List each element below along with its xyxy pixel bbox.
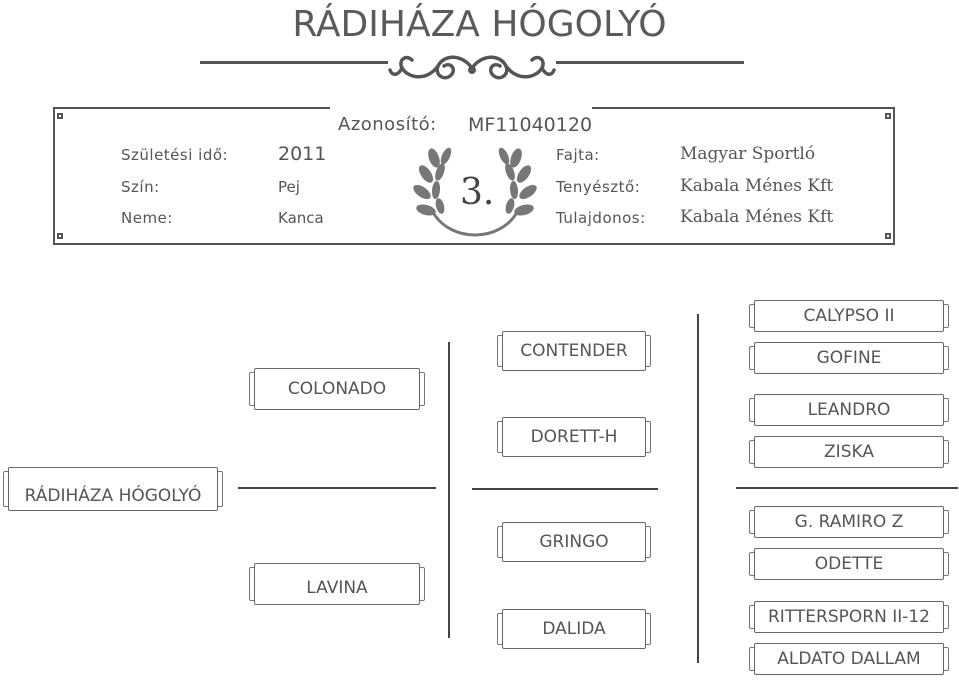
pedigree-g3-4 <box>754 436 944 468</box>
flourish-ornament-icon <box>388 46 556 90</box>
breed-label: Fajta: <box>556 146 600 164</box>
pedigree-sire-label: COLONADO <box>287 379 387 399</box>
pedigree-g3-2-label: GOFINE <box>816 348 882 368</box>
pedigree-subject <box>8 467 218 511</box>
color-label: Szín: <box>121 178 160 196</box>
owner-label: Tulajdonos: <box>556 209 646 227</box>
pedigree-sire-dam-label: DORETT-H <box>530 427 618 447</box>
breeder-value: Kabala Ménes Kft <box>680 176 834 196</box>
id-label: Azonosító: <box>338 114 437 135</box>
pedigree-g3-1-label: CALYPSO II <box>803 306 895 326</box>
birth-value: 2011 <box>278 143 327 165</box>
pedigree-g3-6-label: ODETTE <box>814 554 884 574</box>
pedigree-g3-8-label: ALDATO DALLAM <box>777 649 921 669</box>
rank-number: 3. <box>460 172 495 213</box>
pedigree-sire-sire-label: CONTENDER <box>520 341 628 361</box>
connector-gen3 <box>736 487 958 489</box>
pedigree-dam-dam <box>502 609 646 649</box>
title-rule-right <box>556 61 744 64</box>
sex-value: Kanca <box>278 209 324 227</box>
sex-label: Neme: <box>121 209 173 227</box>
connector-vertical-2 <box>697 314 699 663</box>
pedigree-dam-label: LAVINA <box>306 578 368 598</box>
pedigree-g3-1 <box>754 300 944 332</box>
breed-value: Magyar Sportló <box>680 144 816 164</box>
pedigree-g3-7 <box>754 601 944 633</box>
pedigree-dam-sire-label: GRINGO <box>539 532 609 552</box>
pedigree-g3-2 <box>754 342 944 374</box>
connector-vertical-1 <box>448 342 450 638</box>
pedigree-dam-dam-label: DALIDA <box>542 619 606 639</box>
pedigree-dam <box>254 563 420 605</box>
pedigree-g3-8 <box>754 643 944 675</box>
birth-label: Születési idő: <box>121 146 229 164</box>
pedigree-g3-3 <box>754 394 944 426</box>
color-value: Pej <box>278 178 300 196</box>
pedigree-g3-7-label: RITTERSPORN II-12 <box>768 607 930 627</box>
id-value: MF11040120 <box>468 114 593 136</box>
owner-value: Kabala Ménes Kft <box>680 207 834 227</box>
page-title: RÁDIHÁZA HÓGOLYÓ <box>292 4 667 45</box>
pedigree-dam-sire <box>502 522 646 562</box>
pedigree-g3-4-label: ZISKA <box>824 442 874 462</box>
pedigree-sire <box>254 368 420 410</box>
title-rule-left <box>200 61 388 64</box>
pedigree-g3-3-label: LEANDRO <box>807 400 891 420</box>
pedigree-subject-label: RÁDIHÁZA HÓGOLYÓ <box>24 486 202 506</box>
pedigree-sire-sire <box>502 331 646 371</box>
breeder-label: Tenyésztő: <box>556 178 641 196</box>
connector-gen2 <box>472 488 658 490</box>
pedigree-g3-6 <box>754 548 944 580</box>
pedigree-g3-5-label: G. RAMIRO Z <box>794 512 904 532</box>
frame-gap <box>330 100 592 114</box>
pedigree-g3-5 <box>754 506 944 538</box>
pedigree-sire-dam <box>502 417 646 457</box>
connector-gen1 <box>238 487 436 489</box>
